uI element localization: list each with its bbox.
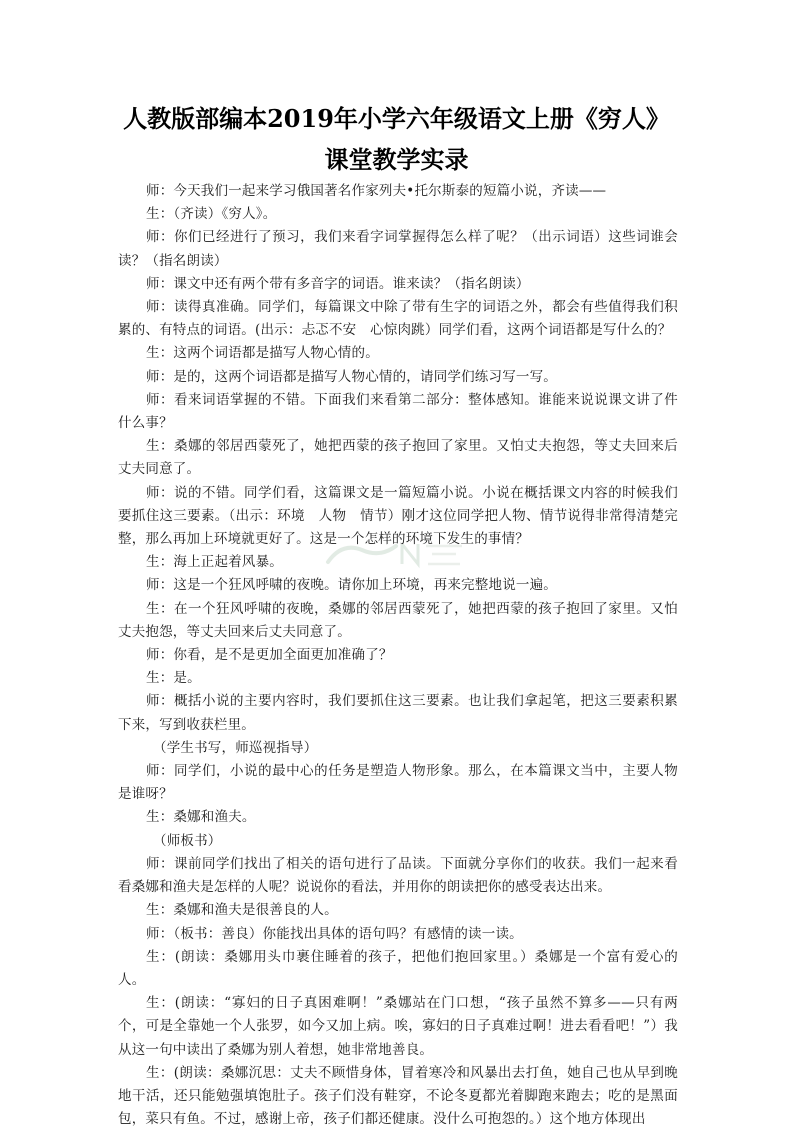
paragraph: 生：海上正起着风暴。 [146, 554, 283, 571]
paragraph: 师：你看，是不是更加全面更加准确了？ [146, 647, 393, 664]
paragraph: 师：看来词语掌握的不错。下面我们来看第二部分：整体感知。谁能来说说课文讲了件什么事？ [118, 391, 678, 432]
paragraph: 生：(朗读：“寡妇的日子真困难啊！”桑娜站在门口想，“孩子虽然不算多——只有两个，可是全靠她一个人张罗，如今又加上病。唉，寡妇的日子真难过啊！进去看看吧！”）我从这一句中读出了桑娜为别人着想，她非常地善良。 [118, 995, 678, 1058]
paragraph: 师：你们已经进行了预习，我们来看字词掌握得怎么样了呢？（出示词语）这些词谁会读？（指名朗读） [118, 229, 678, 269]
paragraph: 师：同学们，小说的最中心的任务是塑造人物形象。那么，在本篇课文当中，主要人物是谁呀？ [118, 763, 678, 803]
stage-direction: （学生书写，师巡视指导） [153, 739, 318, 756]
document-title-line-1: 人教版部编本2019年小学六年级语文上册《穷人》 [123, 104, 670, 133]
paragraph: 师：读得真准确。同学们，每篇课文中除了带有生字的词语之外，都会有些值得我们积累的、有特点的词语。(出示：忐忑不安 心惊肉跳）同学们看，这两个词语都是写什么的？ [118, 299, 678, 339]
paragraph: 生：这两个词语都是描写人物心情的。 [146, 345, 379, 362]
paragraph: 师：（板书：善良）你能找出具体的语句吗？有感情的读一读。 [146, 925, 523, 942]
paragraph: 师：说的不错。同学们看，这篇课文是一篇短篇小说。小说在概括课文内容的时候我们要抓住这三要素。（出示：环境 人物 情节）刚才这位同学把人物、情节说得非常得清楚完整，那么再加上环境就更好了。这是一个怎样的环境下发生的事情？ [118, 484, 678, 548]
stage-direction: （师板书） [153, 832, 222, 849]
paragraph: 生：桑娜和渔夫。 [146, 809, 256, 826]
paragraph: 生：（齐读）《穷人》。 [146, 206, 277, 223]
paragraph: 生：桑娜和渔夫是很善良的人。 [146, 902, 338, 919]
paragraph: 生：(朗读：桑娜沉思：丈夫不顾惜身体，冒着寒冷和风暴出去打鱼，她自己也从早到晚地干活，还只能勉强填饱肚子。孩子们没有鞋穿，不论冬夏都光着脚跑来跑去；吃的是黑面包，菜只有鱼。不过，感谢上帝，孩子们都还健康。没什么可抱怨的。）这个地方体现出 [118, 1064, 678, 1128]
paragraph: 师：概括小说的主要内容时，我们要抓住这三要素。也让我们拿起笔，把这三要素积累下来，写到收获栏里。 [118, 693, 678, 733]
paragraph: 师：是的，这两个词语都是描写人物心情的，请同学们练习写一写。 [146, 368, 557, 385]
paragraph: 师：课前同学们找出了相关的语句进行了品读。下面就分享你们的收获。我们一起来看看桑娜和渔夫是怎样的人呢？说说你的看法，并用你的朗读把你的感受表达出来。 [118, 855, 678, 896]
paragraph: 生：(朗读：桑娜用头巾裹住睡着的孩子，把他们抱回家里。）桑娜是一个富有爱心的人。 [118, 948, 678, 988]
paragraph: 生：桑娜的邻居西蒙死了，她把西蒙的孩子抱回了家里。又怕丈夫抱怨，等丈夫回来后丈夫同意了。 [118, 438, 678, 478]
paragraph: 师：今天我们一起来学习俄国著名作家列夫•托尔斯泰的短篇小说，齐读—— [146, 183, 607, 199]
document-title-line-2: 课堂教学实录 [324, 145, 469, 174]
paragraph: 师：这是一个狂风呼啸的夜晚。请你加上环境，再来完整地说一遍。 [146, 577, 557, 594]
paragraph: 生：是。 [146, 670, 201, 687]
paragraph: 生：在一个狂风呼啸的夜晚，桑娜的邻居西蒙死了，她把西蒙的孩子抱回了家里。又怕丈夫抱怨，等丈夫回来后丈夫同意了。 [118, 600, 678, 640]
document-body [118, 180, 678, 1131]
paragraph: 师：课文中还有两个带有多音字的词语。谁来读？（指名朗读） [146, 275, 530, 292]
